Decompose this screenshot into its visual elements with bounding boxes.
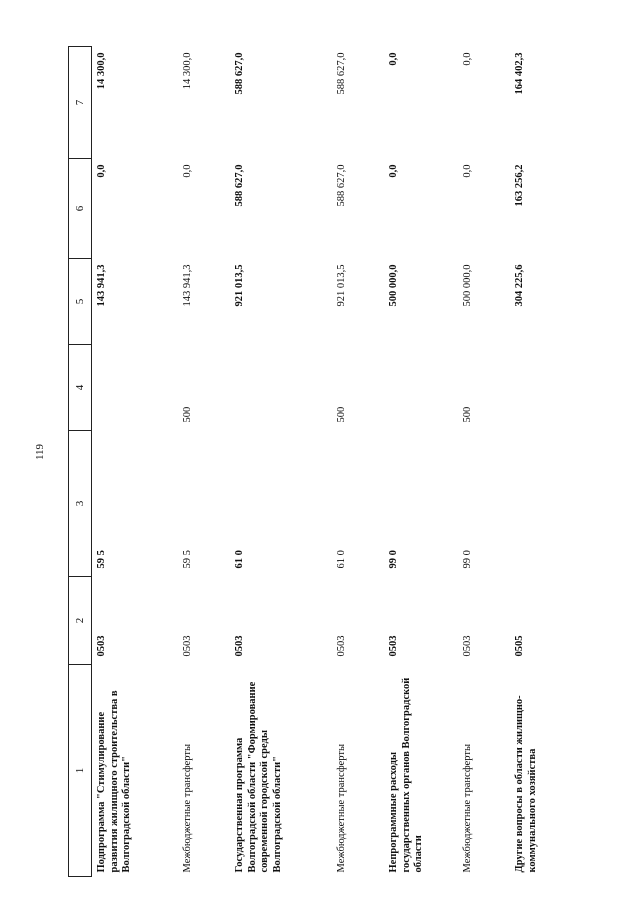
target-article-cell: 61 0 (234, 550, 245, 569)
target-article-cell: 99 0 (388, 550, 399, 569)
section-code-cell: 0505 (514, 635, 525, 657)
expense-type-cell (384, 345, 458, 431)
amount-cell: 0,0 (388, 164, 399, 178)
amount-cell: 588 627,0 (336, 164, 347, 207)
table-row (178, 47, 230, 877)
table-header-row (69, 47, 92, 877)
section-code-cell: 0503 (96, 635, 107, 657)
expense-type-cell: 500 (462, 406, 473, 423)
section-code-cell: 0503 (182, 635, 193, 657)
budget-table-wrapper (68, 47, 623, 877)
column-header: 2 (69, 577, 92, 665)
row-name-cell: Непрограммные расходы государственных органов Волгоградской области (388, 677, 424, 873)
amount-cell: 0,0 (462, 52, 473, 66)
table-row (332, 47, 384, 877)
section-code-cell: 0503 (336, 635, 347, 657)
expense-type-cell (510, 345, 604, 431)
expense-type-cell (230, 345, 332, 431)
amount-cell: 143 941,3 (182, 264, 193, 307)
target-article-cell: 59 5 (182, 550, 193, 569)
table-row (458, 47, 510, 877)
amount-cell: 588 627,0 (234, 164, 245, 207)
section-code-cell: 0503 (462, 635, 473, 657)
amount-cell: 0,0 (96, 164, 107, 178)
amount-cell: 14 300,0 (182, 52, 193, 90)
column-header: 5 (69, 259, 92, 345)
amount-cell: 588 627,0 (234, 52, 245, 95)
amount-cell: 163 256,2 (514, 164, 525, 207)
amount-cell: 588 627,0 (336, 52, 347, 95)
column-header: 3 (69, 431, 92, 577)
expense-type-cell: 500 (336, 406, 347, 423)
target-article-cell: 59 5 (96, 550, 107, 569)
amount-cell: 164 402,3 (514, 52, 525, 95)
expense-type-cell: 500 (182, 406, 193, 423)
column-header: 6 (69, 159, 92, 259)
amount-cell: 14 300,0 (96, 52, 107, 90)
column-header: 1 (69, 665, 92, 877)
amount-cell: 0,0 (462, 164, 473, 178)
column-header: 4 (69, 345, 92, 431)
target-article-cell (510, 431, 604, 577)
amount-cell: 0,0 (182, 164, 193, 178)
target-article-cell: 61 0 (336, 550, 347, 569)
row-name-cell: Подпрограмма "Стимулирование развития жилищного строительства в Волгоградской области" (96, 690, 132, 873)
table-row (510, 47, 604, 877)
column-header: 7 (69, 47, 92, 159)
table-row (92, 47, 179, 877)
row-name-cell: Межбюджетные трансферты (462, 743, 473, 873)
expense-type-cell (92, 345, 179, 431)
amount-cell: 500 000,0 (388, 264, 399, 307)
amount-cell: 921 013,5 (336, 264, 347, 307)
amount-cell: 921 013,5 (234, 264, 245, 307)
table-row (384, 47, 458, 877)
amount-cell: 500 000,0 (462, 264, 473, 307)
row-name-cell: Другие вопросы в области жилищно-коммунального хозяйства (514, 695, 538, 873)
budget-table (68, 46, 604, 877)
amount-cell: 0,0 (388, 52, 399, 66)
amount-cell: 304 225,6 (514, 264, 525, 307)
table-row (230, 47, 332, 877)
target-article-cell: 99 0 (462, 550, 473, 569)
row-name-cell: Государственная программа Волгоградской области "Формирование современной городской среды Волгоградской области" (234, 681, 283, 873)
page-number: 119 (34, 443, 46, 461)
row-name-cell: Межбюджетные трансферты (336, 743, 347, 873)
section-code-cell: 0503 (234, 635, 245, 657)
section-code-cell: 0503 (388, 635, 399, 657)
row-name-cell: Межбюджетные трансферты (182, 743, 193, 873)
amount-cell: 143 941,3 (96, 264, 107, 307)
